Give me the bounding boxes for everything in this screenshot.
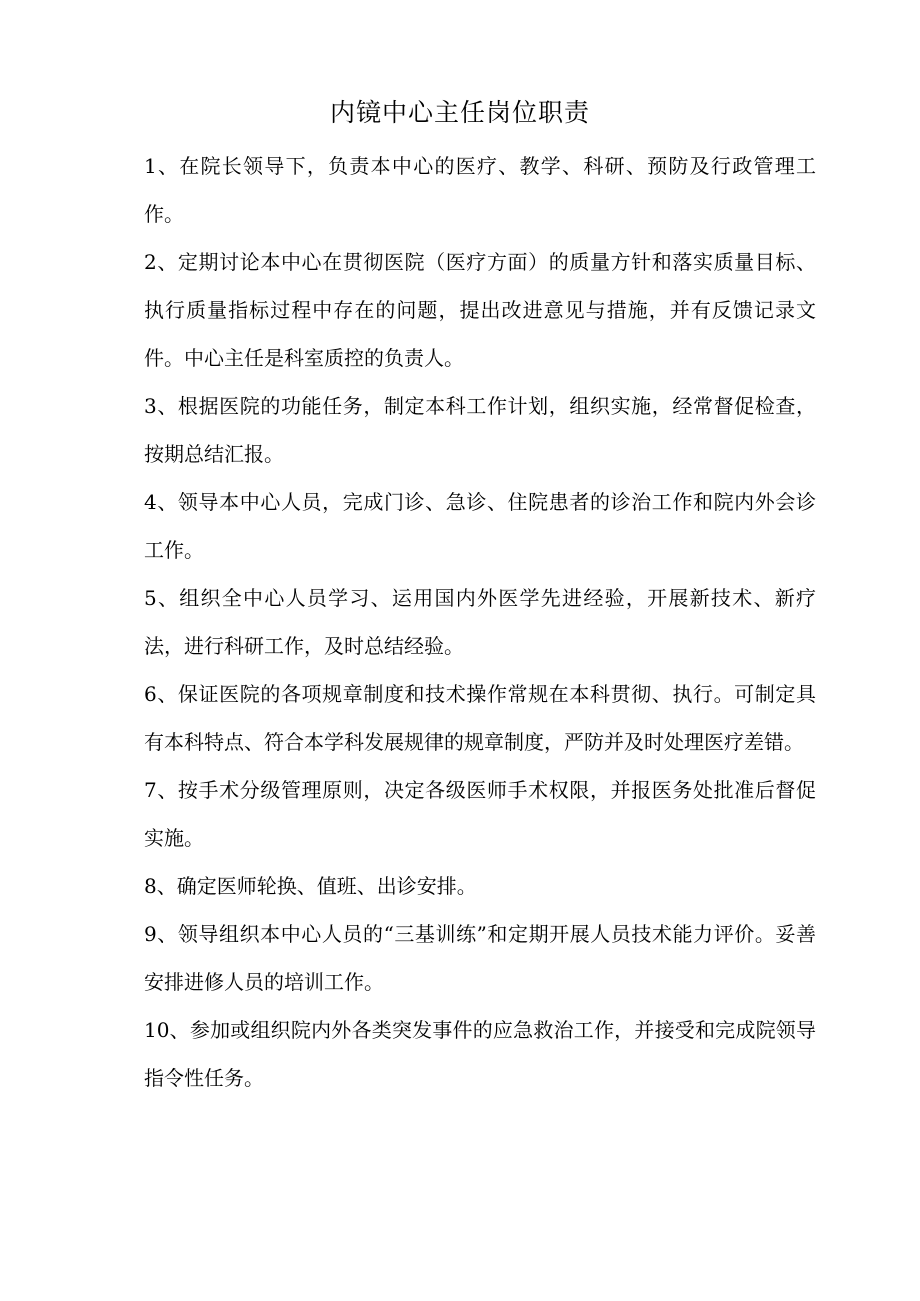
duty-item-8: 8、确定医师轮换、值班、出诊安排。 xyxy=(144,874,477,898)
duty-item-7: 7、按手术分级管理原则，决定各级医师手术权限，并报医务处批准后督促实施。 xyxy=(144,778,816,850)
duty-item-2: 2、定期讨论本中心在贯彻医院（医疗方面）的质量方针和落实质量目标、执行质量指标过程中存在的问题，提出改进意见与措施，并有反馈记录文件。中心主任是科室质控的负责人。 xyxy=(144,250,816,370)
duty-item-9: 9、领导组织本中心人员的“三基训练”和定期开展人员技术能力评价。妥善安排进修人员的培训工作。 xyxy=(144,922,816,994)
duty-item-3: 3、根据医院的功能任务，制定本科工作计划，组织实施，经常督促检查，按期总结汇报。 xyxy=(144,394,816,466)
duty-item-4: 4、领导本中心人员，完成门诊、急诊、住院患者的诊治工作和院内外会诊工作。 xyxy=(144,490,816,562)
duty-item-10: 10、参加或组织院内外各类突发事件的应急救治工作，并接受和完成院领导指令性任务。 xyxy=(144,1018,816,1090)
duty-item-6: 6、保证医院的各项规章制度和技术操作常规在本科贯彻、执行。可制定具有本科特点、符合本学科发展规律的规章制度，严防并及时处理医疗差错。 xyxy=(144,682,816,754)
duty-item-1: 1、在院长领导下，负责本中心的医疗、教学、科研、预防及行政管理工作。 xyxy=(144,154,816,226)
duty-item-5: 5、组织全中心人员学习、运用国内外医学先进经验，开展新技术、新疗法，进行科研工作，及时总结经验。 xyxy=(144,586,816,658)
duty-list xyxy=(144,142,816,1102)
document-title: 内镜中心主任岗位职责 xyxy=(329,98,590,127)
